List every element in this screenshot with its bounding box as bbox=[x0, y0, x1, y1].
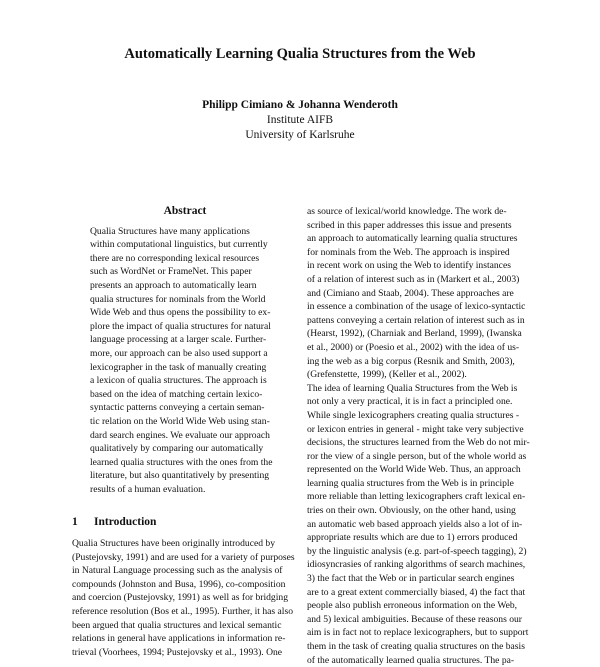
section-number: 1 bbox=[72, 516, 78, 529]
body-line: decisions, the structures learned from the Web do not mir- bbox=[307, 437, 530, 449]
abstract-line: learned qualia structures with the ones from the bbox=[90, 456, 273, 468]
body-line: ror the view of a single person, but of the whole world as bbox=[307, 450, 527, 462]
affiliation: Institute AIFB bbox=[266, 114, 334, 126]
body-line: of the automatically learned qualia structures. The pa- bbox=[307, 654, 515, 666]
left-column bbox=[72, 205, 298, 659]
abstract-line: within computational linguistics, but currently bbox=[90, 239, 268, 251]
body-line: as source of lexical/world knowledge. The work de- bbox=[307, 206, 507, 217]
abstract-line: a lexicon of qualia structures. The approach is bbox=[90, 375, 267, 387]
abstract-heading: Abstract bbox=[163, 205, 207, 217]
abstract-line: language processing at a larger scale. Further- bbox=[90, 334, 267, 346]
body-line: While single lexicographers creating qualia structures - bbox=[307, 409, 520, 421]
abstract-line: lexicographer in the task of manually creating bbox=[90, 361, 267, 373]
abstract-line: qualia structures for nominals from the World bbox=[90, 293, 266, 305]
author-block bbox=[0, 98, 600, 143]
body-line: an automatic web based approach yields also a lot of in- bbox=[307, 518, 523, 530]
abstract-line: presents an approach to automatically learn bbox=[90, 279, 257, 291]
abstract-line: tic relation on the World Wide Web using stan- bbox=[90, 415, 270, 427]
body-line: trieval (Voorhees, 1994; Pustejovsky et al., 1993). One bbox=[72, 646, 283, 658]
body-line: and 5) lexical ambiguities. Because of these reasons our bbox=[307, 613, 522, 625]
introduction-text bbox=[72, 537, 298, 659]
body-line: by the linguistic analysis (e.g. part-of-speech tagging), 2) bbox=[307, 545, 527, 557]
body-line: been argued that qualia structures and lexical semantic bbox=[72, 619, 282, 631]
body-line: pattens conveying a certain relation of interest such as in bbox=[307, 314, 525, 326]
body-line: and coercion (Pustejovsky, 1991) as well as for bridging bbox=[72, 592, 288, 604]
abstract-line: Qualia Structures have many applications bbox=[90, 225, 250, 237]
abstract-line: literature, but also quantitatively by presenting bbox=[90, 470, 270, 482]
body-line: compounds (Johnston and Busa, 1996), co-composition bbox=[72, 578, 286, 590]
body-line: more reliable than letting lexicographers craft lexical en- bbox=[307, 491, 526, 503]
paper-title: Automatically Learning Qualia Structures from the Web bbox=[124, 46, 476, 62]
body-line: The idea of learning Qualia Structures from the Web is bbox=[307, 382, 518, 394]
abstract-line: based on the idea of matching certain lexico- bbox=[90, 388, 263, 400]
body-line: of a relation of interest such as in (Markert et al., 2003) bbox=[307, 273, 520, 285]
right-column bbox=[307, 205, 532, 667]
body-line: represented on the World Wide Web. Thus, an approach bbox=[307, 464, 521, 476]
abstract-line: plore the impact of qualia structures for natural bbox=[90, 320, 271, 332]
abstract-line: qualitatively by comparing our automatically bbox=[90, 443, 264, 455]
body-line: in recent work on using the Web to identify instances bbox=[307, 260, 511, 272]
body-line: aim is in fact not to replace lexicographers, but to support bbox=[307, 627, 529, 639]
body-line: not only a very practical, it is in fact a principled one. bbox=[307, 396, 513, 408]
body-line: Qualia Structures have been originally introduced by bbox=[72, 538, 276, 550]
body-line: or lexicon entries in general - might take very subjective bbox=[307, 423, 524, 435]
abstract-line: such as WordNet or FrameNet. This paper bbox=[90, 266, 252, 278]
abstract-line: results of a human evaluation. bbox=[90, 483, 206, 495]
body-line: appropriate results which are due to 1) errors produced bbox=[307, 532, 518, 544]
body-line: ing the web as a big corpus (Resnik and Smith, 2003), bbox=[307, 355, 515, 367]
body-line: people also publish erroneous information on the Web, bbox=[307, 600, 518, 612]
body-line: in essence a combination of the usage of lexico-syntactic bbox=[307, 301, 526, 313]
body-line: and (Cimiano and Staab, 2004). These approaches are bbox=[307, 287, 514, 299]
author-names: Philipp Cimiano & Johanna Wenderoth bbox=[202, 99, 398, 111]
right-column-text bbox=[307, 205, 532, 667]
section-heading-introduction bbox=[72, 516, 298, 530]
body-line: relations in general have applications in information re- bbox=[72, 633, 286, 645]
body-line: 3) the fact that the Web or in particular search engines bbox=[307, 573, 515, 585]
body-line: are to a great extent commercially biased, 4) the fact that bbox=[307, 586, 526, 598]
abstract-line: dard search engines. We evaluate our approach bbox=[90, 429, 270, 441]
body-line: them in the task of creating qualia structures on the basis bbox=[307, 641, 525, 652]
body-line: scribed in this paper addresses this issue and presents bbox=[307, 219, 512, 231]
abstract-line: more, our approach can be also used support a bbox=[90, 347, 268, 359]
body-line: for nominals from the Web. The approach is inspired bbox=[307, 246, 510, 258]
body-line: reference resolution (Bos et al., 1995). Further, it has also bbox=[72, 606, 294, 618]
section-title: Introduction bbox=[94, 516, 157, 529]
abstract-line: there are no corresponding lexical resources bbox=[90, 252, 260, 264]
body-line: learning qualia structures from the Web is in principle bbox=[307, 477, 514, 489]
body-line: (Pustejovsky, 1991) and are used for a variety of purposes bbox=[72, 551, 295, 563]
abstract-text bbox=[72, 225, 298, 497]
body-line: tries on their own. Obviously, on the other hand, using bbox=[307, 505, 516, 517]
body-line: in Natural Language processing such as the analysis of bbox=[72, 565, 283, 577]
abstract-line: Wide Web and thus opens the possibility to ex- bbox=[90, 307, 271, 319]
body-line: (Grefenstette, 1999), (Keller et al., 2002). bbox=[307, 369, 467, 381]
body-line: (Hearst, 1992), (Charniak and Berland, 1999), (Iwanska bbox=[307, 328, 522, 340]
abstract-line: syntactic patterns conveying a certain seman- bbox=[90, 402, 265, 414]
body-line: et al., 2000) or (Poesio et al., 2002) with the idea of us- bbox=[307, 341, 520, 353]
body-line: idiosyncrasies of ranking algorithms of search machines, bbox=[307, 559, 526, 571]
university: University of Karlsruhe bbox=[245, 129, 355, 141]
body-line: an approach to automatically learning qualia structures bbox=[307, 233, 518, 245]
